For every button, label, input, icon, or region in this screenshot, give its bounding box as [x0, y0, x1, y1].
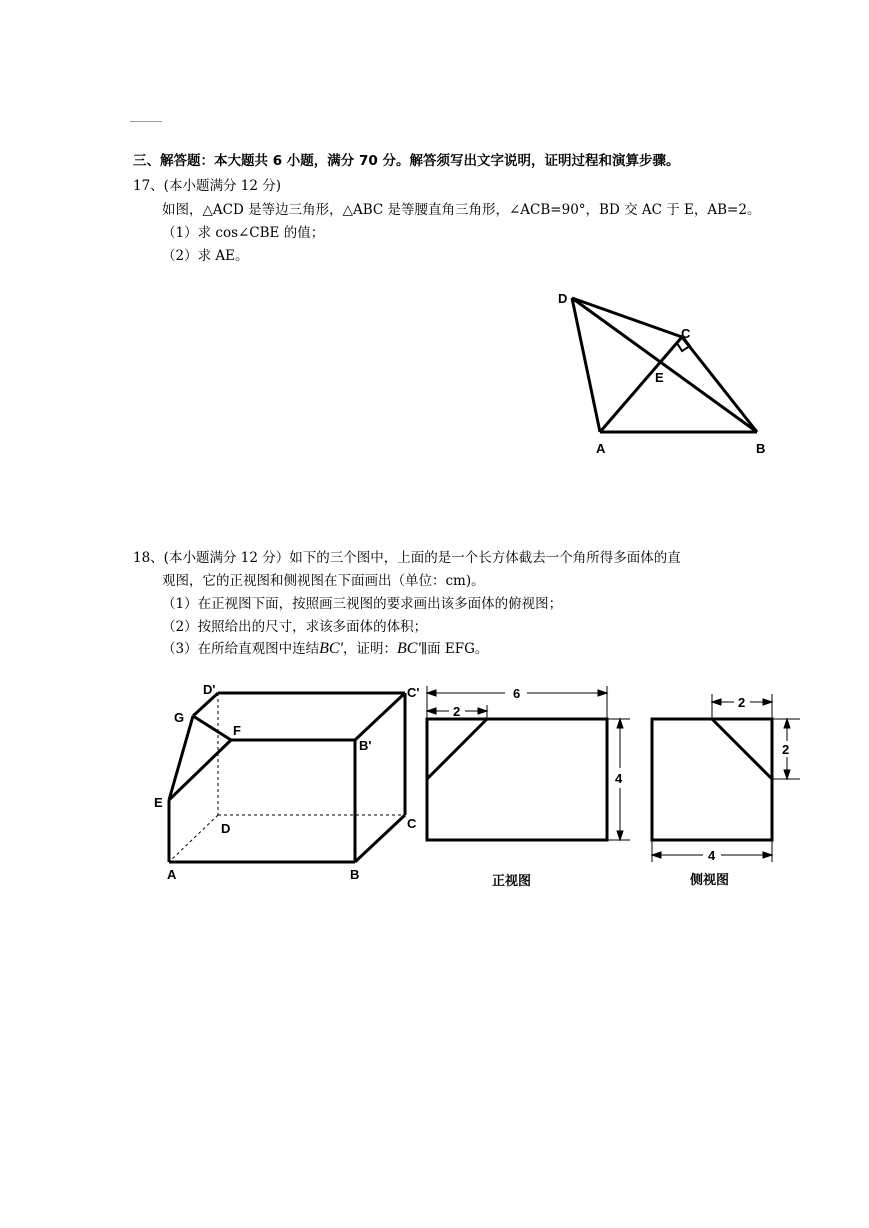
q18-part2: （2）按照给出的尺寸，求该多面体的体积；: [162, 619, 428, 635]
q18-part3-b: ，证明：: [342, 641, 397, 657]
label-D: D: [558, 291, 568, 306]
q18-part3-a: （3）在所给直观图中连结: [162, 641, 320, 657]
label-D1: D': [203, 682, 216, 697]
label-B: B: [756, 441, 766, 456]
label-C: C: [681, 326, 691, 341]
q18-bc-1: BC': [319, 640, 343, 657]
q17-number: 17、(本小题满分 12 分): [133, 178, 281, 194]
side-dim-cut-h: 2: [782, 742, 790, 757]
front-view-caption: 正视图: [492, 874, 532, 889]
label-E: E: [154, 795, 163, 810]
q18-line1: 18、(本小题满分 12 分）如下的三个图中，上面的是一个长方体截去一个角所得多面体的直: [133, 550, 681, 566]
label-B1: B': [359, 738, 372, 753]
q18-line2: 观图，它的正视图和侧视图在下面画出（单位：cm)。: [162, 573, 485, 589]
label-C: C: [407, 816, 417, 831]
label-E: E: [655, 370, 664, 385]
label-A: A: [167, 867, 177, 882]
side-dim-cut-w: 2: [738, 695, 746, 710]
side-view-caption: 侧视图: [690, 873, 730, 888]
q17-part2: （2）求 AE。: [162, 248, 249, 264]
section-heading: 三、解答题：本大题共 6 小题，满分 70 分。解答须写出文字说明，证明过程和演算步骤。: [133, 153, 680, 169]
label-G: G: [174, 710, 185, 725]
label-D: D: [221, 821, 231, 836]
q18-part1: （1）在正视图下面，按照画三视图的要求画出该多面体的俯视图；: [162, 596, 563, 612]
front-dim-height: 4: [615, 771, 623, 786]
label-C1: C': [407, 685, 420, 700]
q18-part3-c: ∥面 EFG。: [420, 641, 489, 657]
front-dim-cut: 2: [453, 704, 461, 719]
q18-bc-2: BC': [396, 640, 421, 657]
front-dim-width: 6: [513, 686, 521, 701]
q17-part1: （1）求 cos∠CBE 的值；: [162, 225, 325, 241]
side-dim-width: 4: [708, 848, 716, 863]
q17-stem: 如图，△ACD 是等边三角形，△ABC 是等腰直角三角形，∠ACB=90°，BD 交 AC 于 E，AB=2。: [162, 202, 761, 218]
label-A: A: [596, 441, 606, 456]
label-F: F: [233, 723, 241, 738]
label-B: B: [350, 867, 360, 882]
